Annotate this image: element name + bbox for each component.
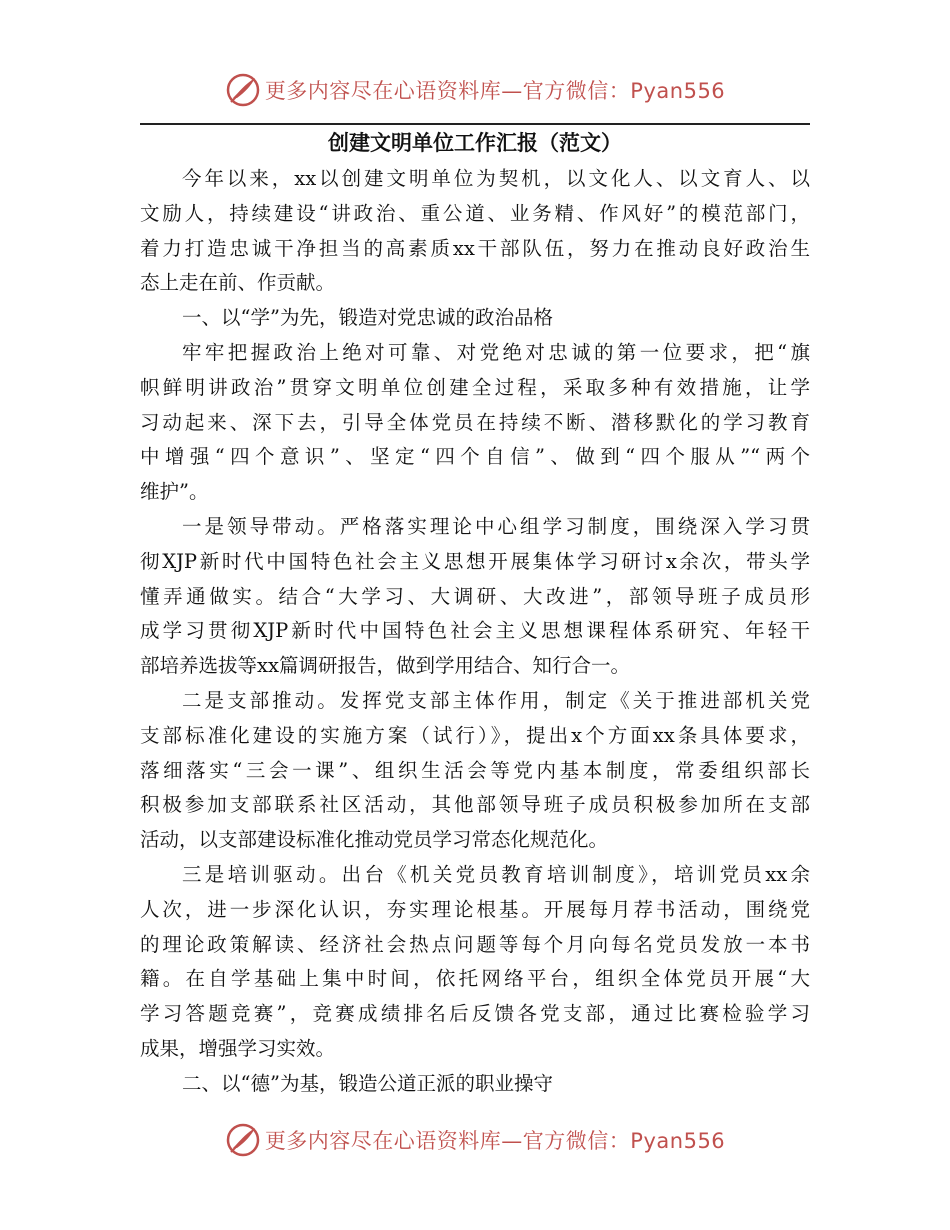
- header-rule: [140, 123, 810, 125]
- text-line: 一是领导带动。严格落实理论中心组学习制度，围绕深入学习贯: [182, 514, 810, 538]
- text-line: 今年以来，xx以创建文明单位为契机，以文化人、以文育人、以: [182, 167, 810, 190]
- paragraph: [140, 858, 810, 1067]
- section-heading: [140, 301, 810, 336]
- paragraph: [140, 510, 810, 684]
- text-line: 态上走在前、作贡献。: [140, 271, 336, 295]
- text-line: 的理论政策解读、经济社会热点问题等每个月向每名党员发放一本书: [140, 932, 810, 956]
- quill-logo-icon: [225, 72, 261, 108]
- document-body: [140, 162, 810, 1102]
- text-line: 成学习贯彻XJP新时代中国特色社会主义思想课程体系研究、年轻干: [140, 619, 810, 643]
- text-line: 支部标准化建设的实施方案（试行）》，提出x个方面xx条具体要求，: [140, 723, 810, 747]
- text-line: 落细落实“三会一课”、组织生活会等党内基本制度，常委组织部长: [140, 758, 810, 782]
- text-line: 帜鲜明讲政治”贯穿文明单位创建全过程，采取多种有效措施，让学: [140, 375, 810, 399]
- text-line: 中增强“四个意识”、坚定“四个自信”、做到“四个服从”“两个: [140, 445, 810, 469]
- document-title: 创建文明单位工作汇报（范文）: [328, 130, 622, 155]
- text-line: 懂弄通做实。结合“大学习、大调研、大改进”，部领导班子成员形: [140, 584, 810, 608]
- text-line: 积极参加支部联系社区活动，其他部领导班子成员积极参加所在支部: [140, 793, 810, 817]
- banner-text: 更多内容尽在心语资料库—官方微信：Pyan556: [264, 1129, 726, 1153]
- text-line: 部培养选拔等xx篇调研报告，做到学用结合、知行合一。: [140, 654, 630, 678]
- text-line: 活动，以支部建设标准化推动党员学习常态化规范化。: [140, 828, 609, 852]
- text-line: 维护”。: [140, 480, 209, 504]
- text-line: 彻XJP新时代中国特色社会主义思想开展集体学习研讨x余次，带头学: [140, 549, 810, 573]
- header-banner: [0, 70, 950, 110]
- text-line: 成果，增强学习实效。: [140, 1036, 336, 1060]
- text-line: 一、以“学”为先，锻造对党忠诚的政治品格: [182, 306, 553, 330]
- paragraph: [140, 684, 810, 858]
- text-line: 三是培训驱动。出台《机关党员教育培训制度》，培训党员xx余: [182, 862, 810, 886]
- section-heading: [140, 1067, 810, 1102]
- text-line: 习动起来、深下去，引导全体党员在持续不断、潜移默化的学习教育: [140, 410, 810, 434]
- quill-logo-icon: [225, 1122, 261, 1158]
- text-line: 二、以“德”为基，锻造公道正派的职业操守: [182, 1071, 553, 1095]
- paragraph: [140, 336, 810, 510]
- text-line: 籍。在自学基础上集中时间，依托网络平台，组织全体党员开展“大: [140, 967, 810, 991]
- text-line: 文励人，持续建设“讲政治、重公道、业务精、作风好”的模范部门，: [140, 201, 810, 225]
- text-line: 学习答题竞赛”，竞赛成绩排名后反馈各党支部，通过比赛检验学习: [140, 1002, 810, 1026]
- paragraph: [140, 162, 810, 301]
- banner-text: 更多内容尽在心语资料库—官方微信：Pyan556: [264, 79, 726, 103]
- footer-banner: [0, 1120, 950, 1160]
- text-line: 二是支部推动。发挥党支部主体作用，制定《关于推进部机关党: [182, 688, 810, 712]
- text-line: 牢牢把握政治上绝对可靠、对党绝对忠诚的第一位要求，把“旗: [182, 340, 810, 364]
- text-line: 人次，进一步深化认识，夯实理论根基。开展每月荐书活动，围绕党: [140, 897, 810, 921]
- text-line: 着力打造忠诚干净担当的高素质xx干部队伍，努力在推动良好政治生: [140, 236, 810, 260]
